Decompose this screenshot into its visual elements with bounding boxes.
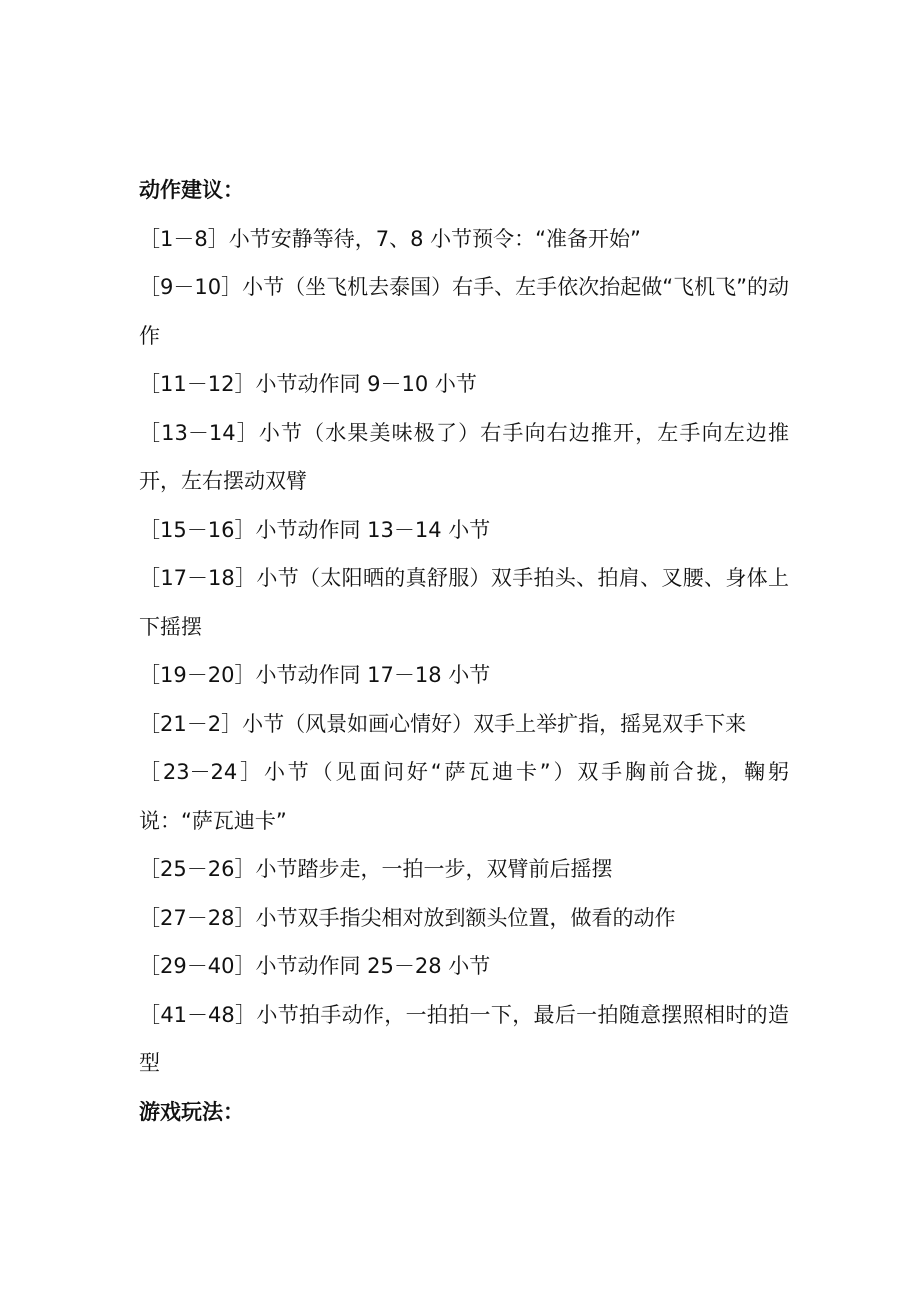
section-heading-actions: 动作建议： [139, 178, 244, 202]
action-item: ［15－16］小节动作同 13－14 小节 [139, 517, 491, 542]
action-item: ［41－48］小节拍手动作，一拍拍一下，最后一拍随意摆照相时的造型 [139, 1002, 789, 1075]
action-item: ［21－2］小节（风景如画心情好）双手上举扩指，摇晃双手下来 [139, 711, 747, 736]
action-item: ［29－40］小节动作同 25－28 小节 [139, 954, 491, 978]
section-heading-gameplay: 游戏玩法： [139, 1099, 244, 1124]
document-body [139, 166, 789, 1136]
action-item: ［9－10］小节（坐飞机去泰国）右手、左手依次抬起做“飞机飞”的动作 [139, 275, 789, 348]
action-item: ［17－18］小节（太阳晒的真舒服）双手拍头、拍肩、叉腰、身体上下摇摆 [139, 566, 789, 639]
action-item: ［1－8］小节安静等待，7、8 小节预令：“准备开始” [139, 226, 641, 251]
action-item: ［25－26］小节踏步走，一拍一步，双臂前后摇摆 [139, 857, 613, 881]
action-item: ［11－12］小节动作同 9－10 小节 [139, 372, 477, 396]
action-item: ［13－14］小节（水果美味极了）右手向右边推开，左手向左边推开，左右摆动双臂 [139, 420, 789, 493]
action-item: ［23－24］小节（见面问好“萨瓦迪卡”）双手胸前合拢，鞠躬说：“萨瓦迪卡” [139, 760, 789, 833]
action-item: ［19－20］小节动作同 17－18 小节 [139, 663, 491, 687]
action-item: ［27－28］小节双手指尖相对放到额头位置，做看的动作 [139, 905, 676, 930]
